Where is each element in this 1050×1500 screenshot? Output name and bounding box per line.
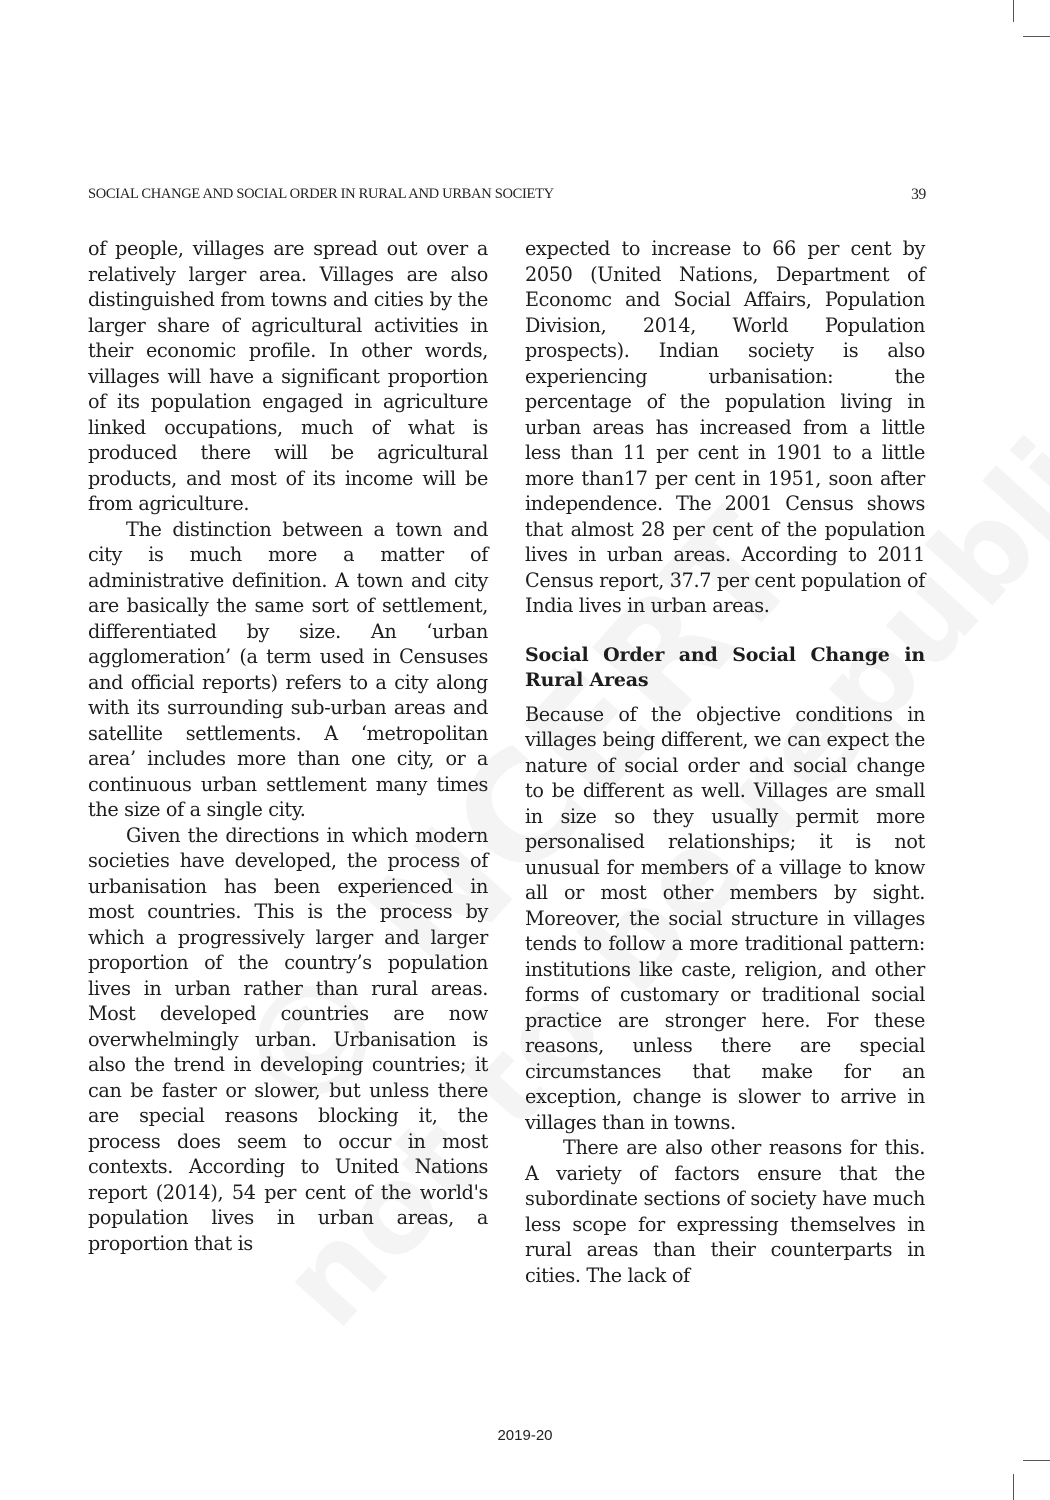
running-head [88,186,926,206]
crop-mark-top-horizontal [1023,36,1050,37]
footer-year: 2019-20 [497,1427,553,1444]
right-column [525,236,925,1288]
paragraph: The distinction between a town and city is much more a matter of administrative definition. A town and city are basically the same sort of settlement, differentiated by size. An ‘urban agglomeration’ (a term used in Censuses and official reports) refers to a city along with its surrounding sub-urban areas and satellite settlements. A ‘metropolitan area’ includes more than one city, or a continuous urban settlement many times the size of a single city. [88,517,488,821]
chapter-title: SOCIAL CHANGE AND SOCIAL ORDER IN RURAL AND URBAN SOCIETY [88,186,554,202]
paragraph: expected to increase to 66 per cent by 2050 (United Nations, Department of Economc and Social Affairs, Population Division, 2014, World Population prospects). Indian society is also experiencing urbanisation: the percentage of the population living in urban areas has increased from a little less than 11 per cent in 1901 to a little more than17 per cent in 1951, soon after independence. The 2001 Census shows that almost 28 per cent of the population lives in urban areas. According to 2011 Census report, 37.7 per cent population of India lives in urban areas. [525,237,925,617]
crop-mark-bottom-vertical [1013,1474,1014,1500]
paragraph: of people, villages are spread out over a relatively larger area. Villages are also distinguished from towns and cities by the larger share of agricultural activities in their economic profile. In other words, villages will have a significant proportion of its population engaged in agriculture linked occupations, much of what is produced there will be agricultural products, and most of its income will be from agriculture. [88,237,488,515]
page-number: 39 [911,186,926,203]
paragraph: Because of the objective conditions in villages being different, we can expect the nature of social order and social change to be different as well. Villages are small in size so they usually permit more personalised relationships; it is not unusual for members of a village to know all or most other members by sight. Moreover, the social structure in villages tends to follow a more traditional pattern: institutions like caste, religion, and other forms of customary or traditional social practice are stronger here. For these reasons, unless there are special circumstances that make for an exception, change is slower to arrive in villages than in towns. [525,702,925,1134]
left-column [88,236,488,1256]
crop-mark-bottom-horizontal [1023,1460,1050,1461]
paragraph: There are also other reasons for this. A variety of factors ensure that the subordinate sections of society have much less scope for expressing themselves in rural areas than their counterparts in cities. The lack of [525,1136,925,1287]
crop-mark-top-vertical [1013,0,1014,22]
section-heading: Social Order and Social Change in Rural Areas [525,643,925,691]
paragraph: Given the directions in which modern societies have developed, the process of urbanisation has been experienced in most countries. This is the process by which a progressively larger and larger proportion of the country’s population lives in urban rather than rural areas. Most developed countries are now overwhelmingly urban. Urbanisation is also the trend in developing countries; it can be faster or slower, but unless there are special reasons blocking it, the process does seem to occur in most contexts. According to United Nations report (2014), 54 per cent of the world's population lives in urban areas, a proportion that is [88,823,488,1255]
